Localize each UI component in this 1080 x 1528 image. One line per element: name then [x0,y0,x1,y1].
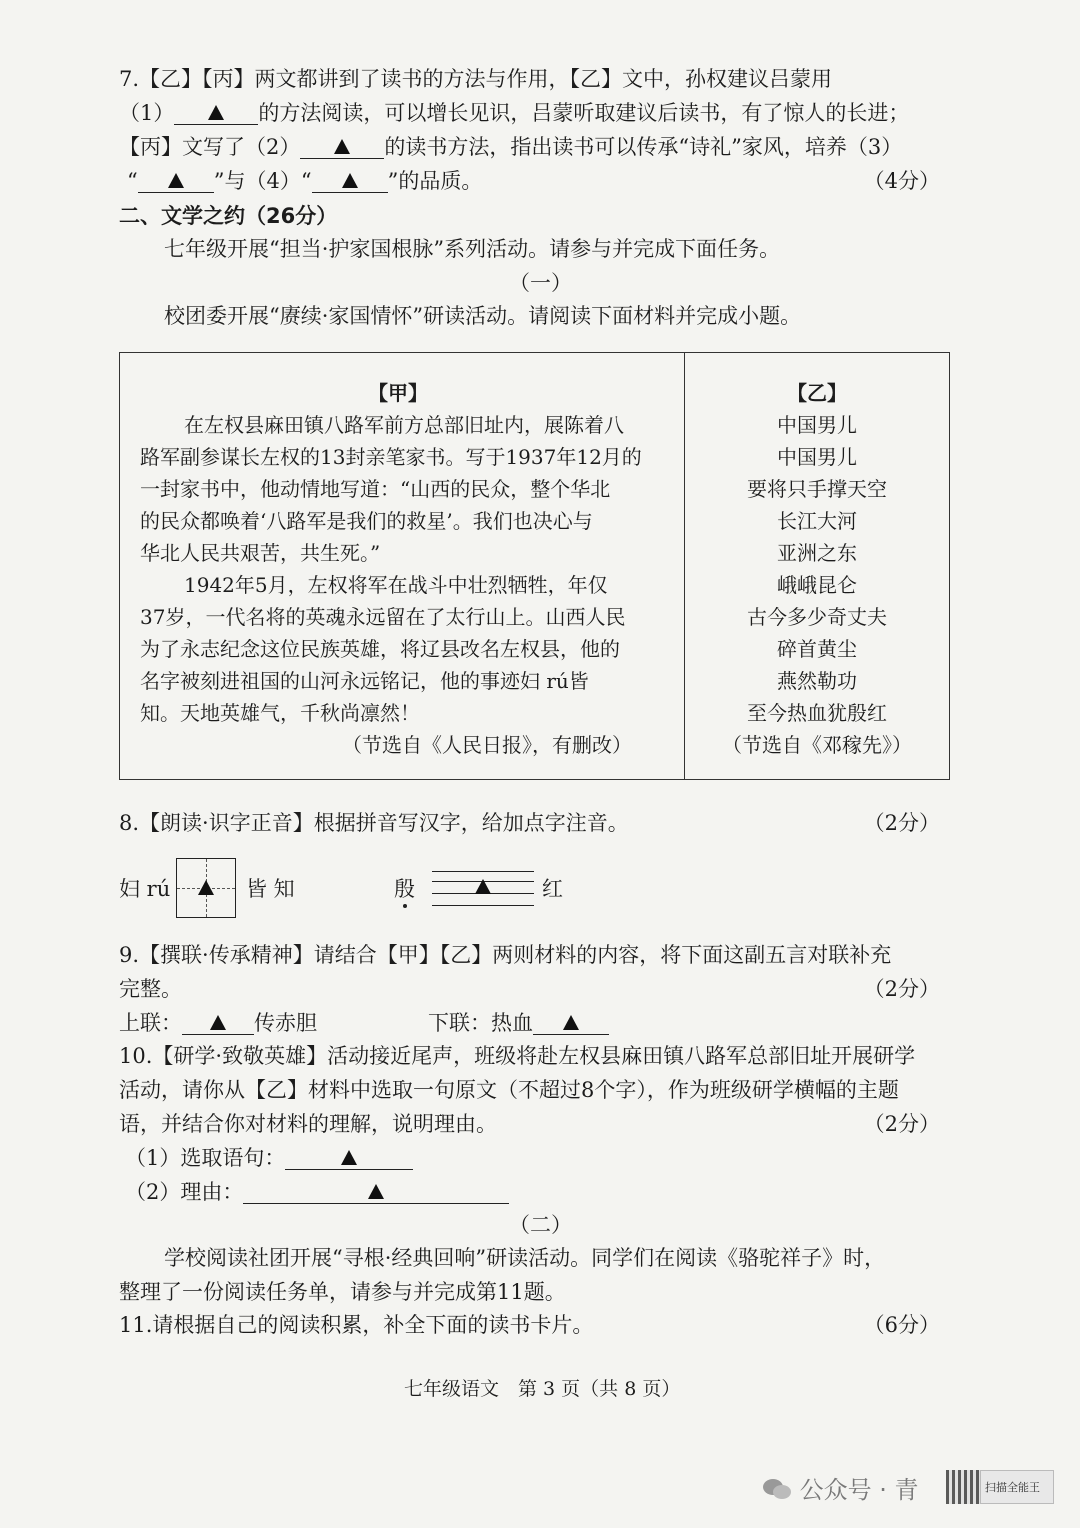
jia-line-5: 华北人民共艰苦，共生死。” [140,541,381,565]
q7-label-2: 【丙】文写了（2） [119,135,301,159]
q10-line2: 活动，请你从【乙】材料中选取一句原文（不超过8个字），作为班级研学横幅的主题 [119,1078,899,1102]
q8-pinyin-triangle[interactable] [475,876,491,902]
q10-sentence-blank[interactable] [285,1147,413,1170]
part1-intro: 校团委开展“赓续·家国情怀”研读活动。请阅读下面材料并完成小题。 [164,304,802,328]
part1-label: （一） [509,271,572,295]
q7-line2-text: 的方法阅读，可以增长见识，吕蒙听取建议后读书，有了惊人的长进； [258,101,910,125]
q8-text: 8.【朗读·识字正音】根据拼音写汉字，给加点字注音。 [119,811,629,835]
jia-line-9: 名字被刻进祖国的山河永远铭记，他的事迹妇 rú皆 [140,669,589,693]
yi-line-3: 要将只手撑天空 [747,477,887,501]
yi-line-2: 中国男儿 [777,445,857,469]
q7-line1: 7.【乙】【丙】两文都讲到了读书的方法与作用，【乙】文中，孙权建议吕蒙用 [119,67,833,91]
q8-dotted-char: 殷 [394,877,415,901]
jia-line-1: 在左权县麻田镇八路军前方总部旧址内，展陈着八 [184,413,624,437]
q10-score: （2分） [863,1112,940,1136]
q7-blank-3[interactable] [138,170,214,193]
yi-line-10: 至今热血犹殷红 [747,701,887,725]
triangle-icon [168,173,184,188]
yi-line-4: 长江大河 [777,509,857,533]
q7-quote-open: “ [127,169,138,193]
yi-line-5: 亚洲之东 [777,541,857,565]
watermark-text: 公众号 · 青 [799,1476,919,1504]
jia-line-4: 的民众都唤着‘八路军是我们的救星’。我们也决心与 [140,509,593,533]
q7-line2 [119,100,909,126]
q9-lower-blank[interactable] [533,1012,609,1035]
q7-blank-2[interactable] [300,136,384,159]
q9-upper-blank[interactable] [182,1012,254,1035]
triangle-icon [368,1184,384,1199]
q8-word2-suffix: 红 [542,877,563,901]
page-footer: 七年级语文 第 3 页（共 8 页） [404,1378,681,1400]
q7-line4 [127,168,482,194]
q10-sub2 [125,1179,509,1205]
q10-reason-blank[interactable] [243,1181,509,1204]
jia-source: （节选自《人民日报》，有删改） [342,733,632,757]
scanner-badge: 扫描全能王 [980,1470,1054,1504]
jia-line-2: 路军副参谋长左权的13封亲笔家书。写于1937年12月的 [140,445,642,469]
q7-line3-text: 的读书方法，指出读书可以传承“诗礼”家风，培养（3） [384,135,903,159]
yi-line-1: 中国男儿 [777,413,857,437]
q11-score: （6分） [863,1313,940,1337]
section-title: 二、文学之约（26分） [119,204,338,228]
jia-line-7: 37岁，一代名将的英魂永远留在了太行山上。山西人民 [140,605,626,629]
q9-lower [428,1010,609,1036]
yi-source: （节选自《邓稼先》） [722,733,912,757]
q9-upper-label: 上联： [119,1011,182,1035]
qr-code-icon [946,1470,980,1504]
triangle-icon [563,1015,579,1030]
triangle-icon [198,880,214,895]
q8-word1-prefix: 妇 rú [119,877,171,901]
q7-score: （4分） [863,169,940,193]
q11-text: 11.请根据自己的阅读积累，补全下面的读书卡片。 [119,1313,594,1337]
q9-upper [119,1010,317,1036]
part2-line2: 整理了一份阅读任务单，请参与并完成第11题。 [119,1280,566,1304]
yi-line-7: 古今多少奇丈夫 [747,605,887,629]
q10-sub1 [125,1145,413,1171]
q9-upper-tail: 传赤胆 [254,1011,317,1035]
q7-blank-1[interactable] [174,102,258,125]
section-intro: 七年级开展“担当·护家国根脉”系列活动。请参与并完成下面任务。 [164,237,781,261]
q8-grid-triangle [198,877,214,903]
triangle-icon [208,105,224,120]
q8-word1-suffix: 皆 知 [246,877,295,901]
q9-line1: 9.【撰联·传承精神】请结合【甲】【乙】两则材料的内容，将下面这副五言对联补充 [119,943,892,967]
q9-line2: 完整。 [119,977,182,1001]
q8-word2-char [394,876,415,902]
triangle-icon [342,173,358,188]
q7-line4-end: ”的品质。 [387,169,483,193]
q10-sub1-label: （1）选取语句： [125,1146,286,1170]
material-jia-heading: 【甲】 [368,381,428,405]
yi-line-8: 碎首黄尘 [777,637,857,661]
jia-line-6: 1942年5月，左权将军在战斗中壮烈牺牲，年仅 [184,573,608,597]
part2-line1: 学校阅读社团开展“寻根·经典回响”研读活动。同学们在阅读《骆驼祥子》时， [164,1246,886,1270]
q9-score: （2分） [863,977,940,1001]
wechat-icon [762,1477,792,1501]
triangle-icon [210,1015,226,1030]
pinyin-line-1 [432,871,534,872]
jia-line-10: 知。天地英雄气，千秋尚凛然！ [140,701,420,725]
pinyin-line-4 [432,905,534,906]
q10-sub2-label: （2）理由： [125,1180,244,1204]
triangle-icon [341,1150,357,1165]
q7-line3 [119,134,902,160]
triangle-icon [334,139,350,154]
part2-label: （二） [509,1213,572,1237]
q7-line4-mid: ”与（4）“ [213,169,312,193]
q8-score: （2分） [863,811,940,835]
material-box [119,352,950,780]
yi-line-9: 燕然勒功 [777,669,857,693]
yi-line-6: 峨峨昆仑 [777,573,857,597]
jia-line-3: 一封家书中，他动情地写道：“山西的民众，整个华北 [140,477,611,501]
q9-lower-label: 下联：热血 [428,1011,533,1035]
q7-blank-4[interactable] [312,170,388,193]
q7-label-1: （1） [119,101,175,125]
wechat-watermark [762,1470,919,1505]
q10-line1: 10.【研学·致敬英雄】活动接近尾声，班级将赴左权县麻田镇八路军总部旧址开展研学 [119,1044,916,1068]
q10-line3: 语，并结合你对材料的理解，说明理由。 [119,1112,497,1136]
jia-line-8: 为了永志纪念这位民族英雄，将辽县改名左权县，他的 [140,637,620,661]
triangle-icon [475,879,491,894]
material-yi-heading: 【乙】 [787,381,847,405]
